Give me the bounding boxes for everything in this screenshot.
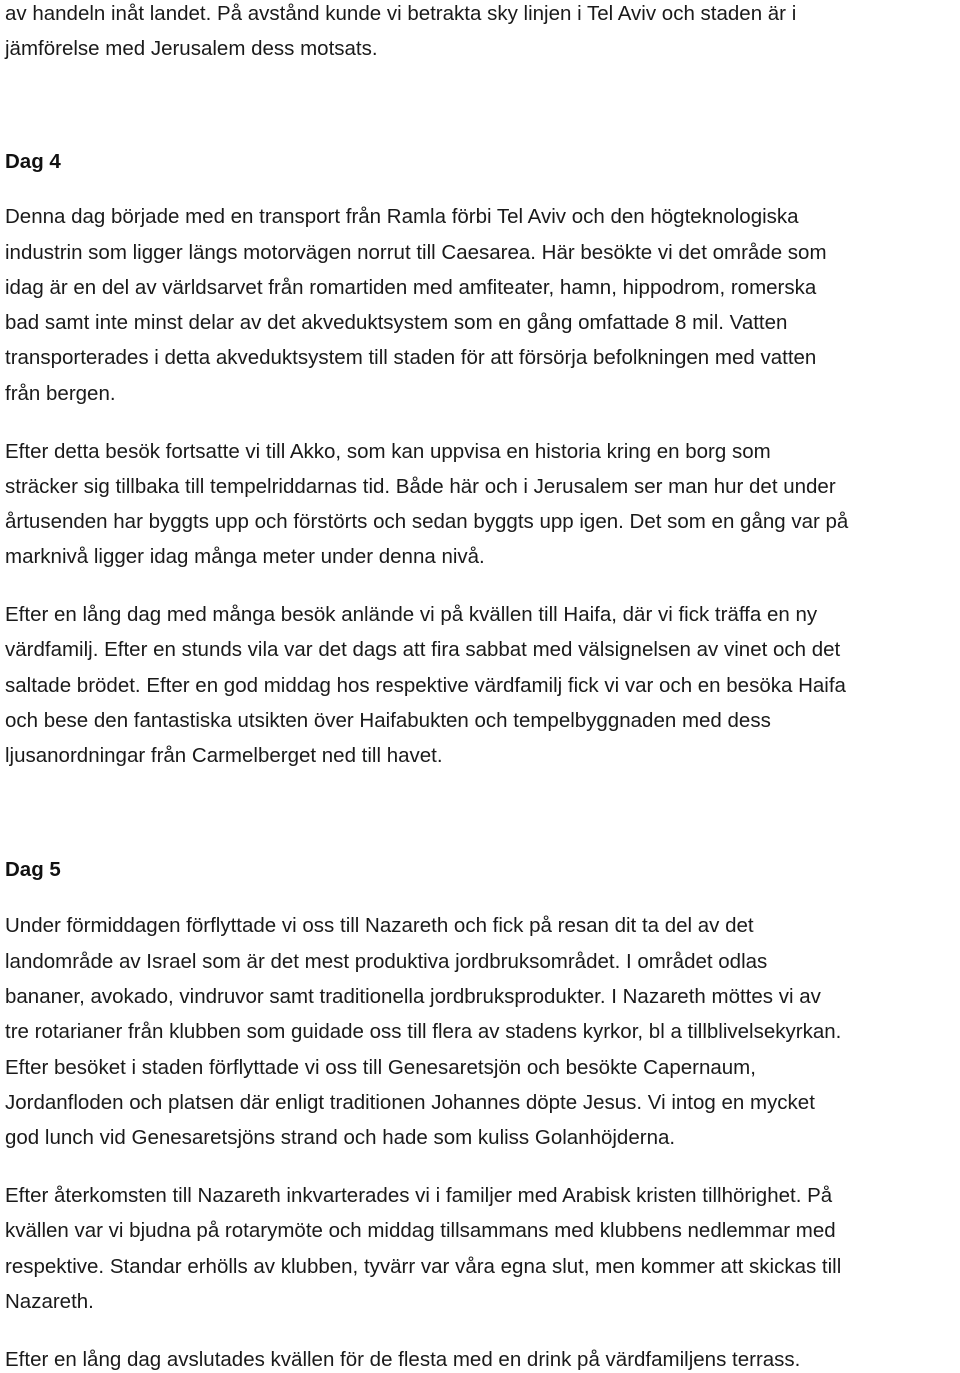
dag4-p2-line-3: årtusenden har byggts upp och förstörts och sedan byggts upp igen. Det som en gång var på [5,510,849,533]
dag5-p2-line-1: Efter återkomsten till Nazareth inkvarterades vi i familjer med Arabisk kristen tillhörighet. På [5,1184,833,1207]
dag5-p2-line-3: respektive. Standar erhölls av klubben, tyvärr var våra egna slut, men kommer att skickas till [5,1255,842,1278]
dag5-p1-line-6: Jordanfloden och platsen där enligt traditionen Johannes döpte Jesus. Vi intog en mycket [5,1091,815,1114]
section-heading-dag-4: Dag 4 [5,150,61,173]
dag4-p1-line-4: bad samt inte minst delar av det akveduktsystem som en gång omfattade 8 mil. Vatten [5,311,788,334]
dag4-p1-line-5: transporterades i detta akveduktsystem till staden för att försörja befolkningen med vatten [5,346,817,369]
dag4-p2-line-1: Efter detta besök fortsatte vi till Akko, som kan uppvisa en historia kring en borg som [5,440,771,463]
dag5-p2-line-4: Nazareth. [5,1290,94,1313]
dag5-p2-line-2: kvällen var vi bjudna på rotarymöte och middag tillsammans med klubbens nedlemmar med [5,1219,836,1242]
dag5-p1-line-1: Under förmiddagen förflyttade vi oss till Nazareth och fick på resan dit ta del av det [5,914,754,937]
section-heading-dag-5: Dag 5 [5,858,61,881]
dag4-p1-line-3: idag är en del av världsarvet från romartiden med amfiteater, hamn, hippodrom, romerska [5,276,817,299]
dag4-p1-line-1: Denna dag började med en transport från Ramla förbi Tel Aviv och den högteknologiska [5,205,799,228]
dag4-p2-line-2: sträcker sig tillbaka till tempelriddarnas tid. Både här och i Jerusalem ser man hur det under [5,475,836,498]
dag4-p2-line-4: marknivå ligger idag många meter under denna nivå. [5,545,485,568]
dag5-p1-line-2: landområde av Israel som är det mest produktiva jordbruksområdet. I området odlas [5,950,768,973]
dag5-p1-line-7: god lunch vid Genesaretsjöns strand och hade som kuliss Golanhöjderna. [5,1126,676,1149]
dag4-p1-line-2: industrin som ligger längs motorvägen norrut till Caesarea. Här besökte vi det område som [5,241,827,264]
dag4-p3-line-4: och bese den fantastiska utsikten över Haifabukten och tempelbyggnaden med dess [5,709,771,732]
dag5-p1-line-5: Efter besöket i staden förflyttade vi oss till Genesaretsjön och besökte Capernaum, [5,1056,756,1079]
dag5-p1-line-4: tre rotarianer från klubben som guidade oss till flera av stadens kyrkor, bl a tillblivelsekyrkan. [5,1020,842,1043]
dag4-p1-line-6: från bergen. [5,382,116,405]
dag4-p3-line-1: Efter en lång dag med många besök anlände vi på kvällen till Haifa, där vi fick träffa en ny [5,603,818,626]
intro-line-2: jämförelse med Jerusalem dess motsats. [5,37,378,60]
dag5-p1-line-3: bananer, avokado, vindruvor samt traditionella jordbruksprodukter. I Nazareth möttes vi av [5,985,821,1008]
dag4-p3-line-5: ljusanordningar från Carmelberget ned till havet. [5,744,443,767]
dag5-p3-line-1: Efter en lång dag avslutades kvällen för de flesta med en drink på värdfamiljens terrass. [5,1348,801,1371]
dag4-p3-line-2: värdfamilj. Efter en stunds vila var det dags att fira sabbat med välsignelsen av vinet och det [5,638,841,661]
intro-line-1: av handeln inåt landet. På avstånd kunde vi betrakta sky linjen i Tel Aviv och staden är i [5,2,797,25]
dag4-p3-line-3: saltade brödet. Efter en god middag hos respektive värdfamilj fick vi var och en besöka Haifa [5,674,846,697]
